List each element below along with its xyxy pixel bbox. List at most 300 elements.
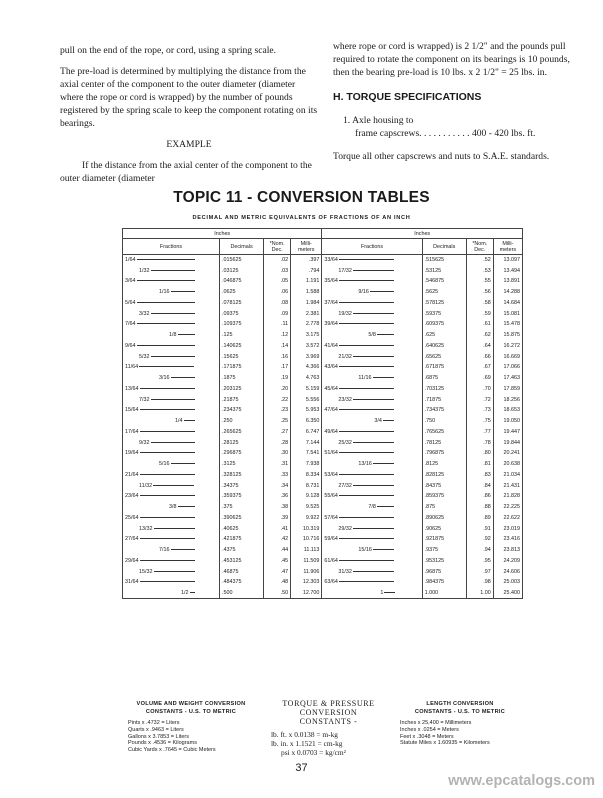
fraction-cell xyxy=(322,405,422,416)
table-row xyxy=(123,373,523,384)
leader-line xyxy=(339,431,394,432)
fraction-cell xyxy=(322,588,422,599)
millimeter-cell: 19.844 xyxy=(493,437,522,448)
millimeter-cell: 3.572 xyxy=(291,341,322,352)
nominal-decimal-cell: .64 xyxy=(466,341,493,352)
volume-constant: Pounds x .4536 = Kilograms xyxy=(128,740,197,747)
leader-line xyxy=(339,345,394,346)
leader-line xyxy=(171,291,195,292)
page-number: 37 xyxy=(295,762,308,774)
millimeter-cell: 17.463 xyxy=(493,373,522,384)
torque-title-line-1: TORQUE & PRESSURE xyxy=(282,699,375,708)
decimal-cell: .203125 xyxy=(220,384,264,395)
nominal-decimal-cell: .33 xyxy=(264,470,291,481)
millimeter-cell: 1.191 xyxy=(291,276,322,287)
table-row xyxy=(123,276,523,287)
millimeter-cell: 11.906 xyxy=(291,566,322,577)
decimal-cell: .671875 xyxy=(422,362,466,373)
fraction-text: 15/64 xyxy=(125,407,139,414)
fraction-cell xyxy=(322,502,422,513)
length-constant: Feet x .3048 = Meters xyxy=(400,733,454,740)
fraction-text: 1/64 xyxy=(125,257,136,264)
millimeter-cell: 21.034 xyxy=(493,470,522,481)
leader-line xyxy=(339,259,394,260)
millimeter-cell: 23.813 xyxy=(493,545,522,556)
table-row xyxy=(123,319,523,330)
fraction-text: 27/32 xyxy=(338,482,352,489)
fraction-text: 1/16 xyxy=(159,289,170,296)
spec-item-1-line-2: frame capscrews. . . . . . . . . . . 400 - 420 lbs. ft. xyxy=(355,128,536,139)
nominal-decimal-cell: .95 xyxy=(466,556,493,567)
left-paragraph-3: If the distance from the axial center of the component to the outer diameter (diameter xyxy=(60,160,312,184)
decimal-cell: .59375 xyxy=(422,308,466,319)
fraction-cell xyxy=(123,341,220,352)
millimeter-cell: 10.319 xyxy=(291,523,322,534)
fraction-text: 25/64 xyxy=(125,514,139,521)
fraction-text: 5/8 xyxy=(368,332,376,339)
millimeter-cell: 20.638 xyxy=(493,459,522,470)
length-constant: Inches x 25,400 = Millimeters xyxy=(400,720,472,726)
torque-constant: lb. in. x 1.1521 = cm-kg xyxy=(271,739,343,748)
decimal-cell: .953125 xyxy=(422,556,466,567)
fraction-text: 5/64 xyxy=(125,299,136,306)
fraction-text: 31/32 xyxy=(338,568,352,575)
fraction-cell xyxy=(322,577,422,588)
millimeter-cell: 16.669 xyxy=(493,351,522,362)
millimeter-cell: 4.366 xyxy=(291,362,322,373)
topic-title: TOPIC 11 - CONVERSION TABLES xyxy=(173,189,430,206)
fraction-text: 39/64 xyxy=(324,321,338,328)
millimeter-cell: 17.066 xyxy=(493,362,522,373)
decimal-cell: .359375 xyxy=(220,491,264,502)
fraction-text: 13/32 xyxy=(139,525,153,532)
fraction-cell xyxy=(123,545,220,556)
fraction-text: 15/32 xyxy=(139,568,153,575)
table-row xyxy=(123,588,523,599)
nominal-decimal-cell: .66 xyxy=(466,351,493,362)
decimal-cell: .015625 xyxy=(220,255,264,266)
fraction-text: 3/32 xyxy=(139,310,150,317)
fraction-cell xyxy=(123,255,220,266)
fraction-cell xyxy=(123,491,220,502)
nominal-decimal-cell: .56 xyxy=(466,287,493,298)
fraction-cell xyxy=(123,276,220,287)
nominal-decimal-cell: .98 xyxy=(466,577,493,588)
leader-line xyxy=(339,409,394,410)
decimal-cell: .578125 xyxy=(422,298,466,309)
torque-constants-list xyxy=(267,730,390,757)
leader-line xyxy=(171,549,195,550)
nominal-decimal-cell: .97 xyxy=(466,566,493,577)
fraction-cell xyxy=(123,384,220,395)
nominal-decimal-cell: .22 xyxy=(264,394,291,405)
leader-line xyxy=(339,452,394,453)
fraction-text: 9/16 xyxy=(358,289,369,296)
nominal-decimal-cell: .81 xyxy=(466,459,493,470)
torque-constant: lb. ft. x 0.0138 = m-kg xyxy=(271,730,338,739)
leader-line xyxy=(137,323,195,324)
nom-dec-header-right: *Nom. Dec. xyxy=(466,239,493,255)
decimal-cell: .875 xyxy=(422,502,466,513)
fraction-cell xyxy=(123,265,220,276)
millimeter-cell: 18.653 xyxy=(493,405,522,416)
nominal-decimal-cell: .39 xyxy=(264,513,291,524)
fraction-text: 55/64 xyxy=(324,493,338,500)
length-title-line-2: CONSTANTS - U.S. TO METRIC xyxy=(414,709,506,715)
nominal-decimal-cell: .70 xyxy=(466,384,493,395)
fraction-cell xyxy=(322,276,422,287)
nom-dec-header-left: *Nom. Dec. xyxy=(264,239,291,255)
fraction-cell xyxy=(322,437,422,448)
millimeter-cell: 12.700 xyxy=(291,588,322,599)
decimal-cell: .109375 xyxy=(220,319,264,330)
spec-item-1-line-1: 1. Axle housing to xyxy=(343,115,414,126)
millimeter-cell: 3.175 xyxy=(291,330,322,341)
fraction-text: 25/32 xyxy=(338,439,352,446)
fraction-cell xyxy=(123,373,220,384)
fraction-cell xyxy=(322,384,422,395)
nominal-decimal-cell: .69 xyxy=(466,373,493,384)
nominal-decimal-cell: .73 xyxy=(466,405,493,416)
nominal-decimal-cell: .55 xyxy=(466,276,493,287)
decimal-cell: .28125 xyxy=(220,437,264,448)
fraction-text: 9/32 xyxy=(139,439,150,446)
nominal-decimal-cell: .53 xyxy=(466,265,493,276)
fraction-text: 1/2 xyxy=(181,589,189,596)
left-paragraph-2: The pre-load is determined by multiplying the distance from the axial center of the component to the outer diameter (diameter where the rope or cord is wrapped) by the number of pounds registered by the spring scale to keep the component rotating on its bearings. xyxy=(60,66,318,129)
nominal-decimal-cell: .91 xyxy=(466,523,493,534)
millimeter-cell: 11.113 xyxy=(291,545,322,556)
nominal-decimal-cell: .47 xyxy=(264,566,291,577)
length-constants-list xyxy=(394,720,526,747)
nominal-decimal-cell: .09 xyxy=(264,308,291,319)
leader-line xyxy=(154,528,195,529)
decimal-cell: .9375 xyxy=(422,545,466,556)
fraction-text: 43/64 xyxy=(324,364,338,371)
fraction-text: 51/64 xyxy=(324,450,338,457)
fraction-cell xyxy=(322,480,422,491)
nominal-decimal-cell: .12 xyxy=(264,330,291,341)
volume-constant: Quarts x .9463 = Liters xyxy=(128,726,184,733)
fraction-cell xyxy=(123,394,220,405)
fraction-text: 49/64 xyxy=(324,428,338,435)
nominal-decimal-cell: .20 xyxy=(264,384,291,395)
table-row xyxy=(123,287,523,298)
nominal-decimal-cell: .94 xyxy=(466,545,493,556)
millimeter-cell: 11.509 xyxy=(291,556,322,567)
fraction-cell xyxy=(123,480,220,491)
decimal-cell: .234375 xyxy=(220,405,264,416)
volume-constant: Cubic Yards x .7645 = Cubic Meters xyxy=(128,747,216,754)
decimal-cell: .859375 xyxy=(422,491,466,502)
fraction-text: 7/64 xyxy=(125,321,136,328)
nominal-decimal-cell: .36 xyxy=(264,491,291,502)
decimal-cell: .71875 xyxy=(422,394,466,405)
millimeter-cell: 1.984 xyxy=(291,298,322,309)
millimeter-cell: 20.241 xyxy=(493,448,522,459)
millimeter-cell: 13.494 xyxy=(493,265,522,276)
decimal-cell: .8125 xyxy=(422,459,466,470)
millimeter-cell: 2.778 xyxy=(291,319,322,330)
length-constant: Statute Miles x 1.60935 = Kilometers xyxy=(400,740,490,747)
leader-line xyxy=(178,506,195,507)
fraction-text: 53/64 xyxy=(324,471,338,478)
millimeter-cell: 2.381 xyxy=(291,308,322,319)
table-row xyxy=(123,480,523,491)
table-row xyxy=(123,556,523,567)
fraction-cell xyxy=(123,330,220,341)
table-row xyxy=(123,416,523,427)
leader-line xyxy=(339,560,394,561)
fraction-text: 1/8 xyxy=(169,332,177,339)
nominal-decimal-cell: .77 xyxy=(466,427,493,438)
fraction-text: 9/64 xyxy=(125,342,136,349)
nominal-decimal-cell: .28 xyxy=(264,437,291,448)
decimal-cell: .125 xyxy=(220,330,264,341)
millimeter-cell: 8.334 xyxy=(291,470,322,481)
fraction-text: 23/64 xyxy=(125,493,139,500)
decimals-header-left: Decimals xyxy=(220,239,264,255)
millimeter-cell: 1.588 xyxy=(291,287,322,298)
fraction-cell xyxy=(322,341,422,352)
torque-constant: psi x 0.0703 = kg/cm² xyxy=(281,748,346,757)
leader-line xyxy=(339,388,394,389)
leader-line xyxy=(153,485,194,486)
right-paragraph-1: where rope or cord is wrapped) is 2 1/2" and the pounds pull required to rotate the component on its bearings is 10 pounds, then the bearing pre-load is 10 lbs. x 2 1/2" = 25 lbs. in. xyxy=(333,41,570,78)
nominal-decimal-cell: .34 xyxy=(264,480,291,491)
leader-line xyxy=(377,334,394,335)
leader-line xyxy=(339,517,394,518)
millimeter-cell: 9.922 xyxy=(291,513,322,524)
fraction-cell xyxy=(322,491,422,502)
fraction-text: 63/64 xyxy=(324,579,338,586)
millimeter-cell: 24.606 xyxy=(493,566,522,577)
decimal-cell: .3125 xyxy=(220,459,264,470)
decimal-cell: .6875 xyxy=(422,373,466,384)
table-row xyxy=(123,384,523,395)
millimeter-cell: 4.763 xyxy=(291,373,322,384)
leader-line xyxy=(171,463,195,464)
nominal-decimal-cell: .42 xyxy=(264,534,291,545)
nominal-decimal-cell: .25 xyxy=(264,416,291,427)
fraction-cell xyxy=(322,448,422,459)
fraction-text: 31/64 xyxy=(125,579,139,586)
leader-line xyxy=(137,302,195,303)
fraction-cell xyxy=(322,470,422,481)
table-row xyxy=(123,577,523,588)
volume-constant: Pints x .4732 = Liters xyxy=(128,720,180,726)
decimal-cell: .1875 xyxy=(220,373,264,384)
fraction-text: 3/64 xyxy=(125,278,136,285)
decimal-cell: .453125 xyxy=(220,556,264,567)
table-row xyxy=(123,523,523,534)
decimal-cell: .625 xyxy=(422,330,466,341)
decimal-cell: .5625 xyxy=(422,287,466,298)
millimeter-cell: 19.050 xyxy=(493,416,522,427)
decimal-cell: .84375 xyxy=(422,480,466,491)
nominal-decimal-cell: 1.00 xyxy=(466,588,493,599)
nominal-decimal-cell: .19 xyxy=(264,373,291,384)
millimeter-cell: 6.350 xyxy=(291,416,322,427)
example-heading: EXAMPLE xyxy=(166,139,212,150)
millimeter-cell: 7.144 xyxy=(291,437,322,448)
table-row xyxy=(123,448,523,459)
table-row xyxy=(123,470,523,481)
torque-title-line-2: CONVERSION xyxy=(299,708,358,717)
leader-line xyxy=(353,571,394,572)
leader-line xyxy=(353,356,394,357)
leader-line xyxy=(373,463,394,464)
nominal-decimal-cell: .06 xyxy=(264,287,291,298)
decimal-cell: .03125 xyxy=(220,265,264,276)
millimeter-cell: 15.478 xyxy=(493,319,522,330)
millimeter-cell: 19.447 xyxy=(493,427,522,438)
millimeter-cell: 21.828 xyxy=(493,491,522,502)
fraction-cell xyxy=(123,523,220,534)
fraction-text: 17/64 xyxy=(125,428,139,435)
nominal-decimal-cell: .83 xyxy=(466,470,493,481)
nominal-decimal-cell: .86 xyxy=(466,491,493,502)
fractions-header-right: Fractions xyxy=(322,239,422,255)
leader-line xyxy=(137,259,195,260)
torque-title-line-3: CONSTANTS - xyxy=(299,717,358,726)
fraction-text: 45/64 xyxy=(324,385,338,392)
volume-title-line-1: VOLUME AND WEIGHT CONVERSION xyxy=(136,701,246,707)
fraction-cell xyxy=(322,427,422,438)
millimeter-cell: 7.541 xyxy=(291,448,322,459)
leader-line xyxy=(178,334,195,335)
table-title: DECIMAL AND METRIC EQUIVALENTS OF FRACTIONS OF AN INCH xyxy=(192,215,411,221)
leader-line xyxy=(339,474,394,475)
millimeter-cell: 25.003 xyxy=(493,577,522,588)
fraction-cell xyxy=(322,534,422,545)
fraction-cell xyxy=(322,308,422,319)
decimal-cell: .609375 xyxy=(422,319,466,330)
millimeter-cell: 13.097 xyxy=(493,255,522,266)
decimal-cell: .921875 xyxy=(422,534,466,545)
fraction-cell xyxy=(123,351,220,362)
leader-line xyxy=(140,517,195,518)
fraction-cell xyxy=(123,427,220,438)
fraction-cell xyxy=(123,470,220,481)
leader-line xyxy=(140,560,195,561)
decimal-cell: .546875 xyxy=(422,276,466,287)
fraction-text: 5/16 xyxy=(159,461,170,468)
leader-line xyxy=(339,302,394,303)
volume-constants-list xyxy=(118,720,264,754)
nominal-decimal-cell: .50 xyxy=(264,588,291,599)
nominal-decimal-cell: .67 xyxy=(466,362,493,373)
table-row xyxy=(123,566,523,577)
fraction-cell xyxy=(123,534,220,545)
leader-line xyxy=(353,313,394,314)
leader-line xyxy=(383,420,394,421)
inches-header-left: Inches xyxy=(123,229,322,239)
decimal-cell: .171875 xyxy=(220,362,264,373)
millimeter-cell: 9.128 xyxy=(291,491,322,502)
fraction-text: 7/8 xyxy=(368,504,376,511)
millimeter-cell: 15.081 xyxy=(493,308,522,319)
decimal-cell: 1.000 xyxy=(422,588,466,599)
leader-line xyxy=(339,495,394,496)
leader-line xyxy=(353,399,394,400)
decimal-cell: .265625 xyxy=(220,427,264,438)
decimal-cell: .390625 xyxy=(220,513,264,524)
leader-line xyxy=(353,485,394,486)
table-row xyxy=(123,341,523,352)
fraction-text: 35/64 xyxy=(324,278,338,285)
leader-line xyxy=(151,356,195,357)
fraction-cell xyxy=(123,577,220,588)
fraction-cell xyxy=(123,405,220,416)
table-row xyxy=(123,545,523,556)
fraction-text: 15/16 xyxy=(358,547,372,554)
fraction-text: 21/64 xyxy=(125,471,139,478)
leader-line xyxy=(154,571,195,572)
fraction-cell xyxy=(322,330,422,341)
nominal-decimal-cell: .03 xyxy=(264,265,291,276)
section-heading-torque-specifications: H. TORQUE SPECIFICATIONS xyxy=(333,91,482,103)
fraction-text: 1 xyxy=(380,589,384,596)
decimal-cell: .328125 xyxy=(220,470,264,481)
millimeter-cell: 24.209 xyxy=(493,556,522,567)
millimeters-header-right: Milli-meters xyxy=(493,239,522,255)
decimal-cell: .15625 xyxy=(220,351,264,362)
fraction-cell xyxy=(322,513,422,524)
decimal-cell: .250 xyxy=(220,416,264,427)
nominal-decimal-cell: .88 xyxy=(466,502,493,513)
millimeter-cell: .794 xyxy=(291,265,322,276)
millimeter-cell: 21.431 xyxy=(493,480,522,491)
leader-line xyxy=(140,495,195,496)
millimeter-cell: 23.019 xyxy=(493,523,522,534)
fraction-cell xyxy=(123,437,220,448)
table-row xyxy=(123,330,523,341)
fraction-text: 47/64 xyxy=(324,407,338,414)
table-row xyxy=(123,405,523,416)
leader-line xyxy=(139,366,194,367)
millimeter-cell: 22.225 xyxy=(493,502,522,513)
leader-line xyxy=(151,442,195,443)
decimal-cell: .96875 xyxy=(422,566,466,577)
fraction-cell xyxy=(322,556,422,567)
leader-line xyxy=(140,538,195,539)
millimeter-cell: 25.400 xyxy=(493,588,522,599)
fraction-cell xyxy=(322,373,422,384)
fraction-text: 27/64 xyxy=(125,536,139,543)
fraction-cell xyxy=(322,265,422,276)
nominal-decimal-cell: .05 xyxy=(264,276,291,287)
nominal-decimal-cell: .41 xyxy=(264,523,291,534)
leader-line xyxy=(151,270,195,271)
length-conversion-box xyxy=(394,700,526,747)
nominal-decimal-cell: .58 xyxy=(466,298,493,309)
fraction-cell xyxy=(322,287,422,298)
left-paragraph-1: pull on the end of the rope, or cord, using a spring scale. xyxy=(60,45,277,56)
fraction-cell xyxy=(322,351,422,362)
nominal-decimal-cell: .84 xyxy=(466,480,493,491)
fraction-text: 33/64 xyxy=(324,257,338,264)
nominal-decimal-cell: .89 xyxy=(466,513,493,524)
fraction-cell xyxy=(123,502,220,513)
millimeter-cell: 9.525 xyxy=(291,502,322,513)
fraction-text: 59/64 xyxy=(324,536,338,543)
decimal-cell: .890625 xyxy=(422,513,466,524)
fraction-cell xyxy=(322,394,422,405)
leader-line xyxy=(373,377,394,378)
fraction-cell xyxy=(123,459,220,470)
right-text-column xyxy=(333,40,578,171)
